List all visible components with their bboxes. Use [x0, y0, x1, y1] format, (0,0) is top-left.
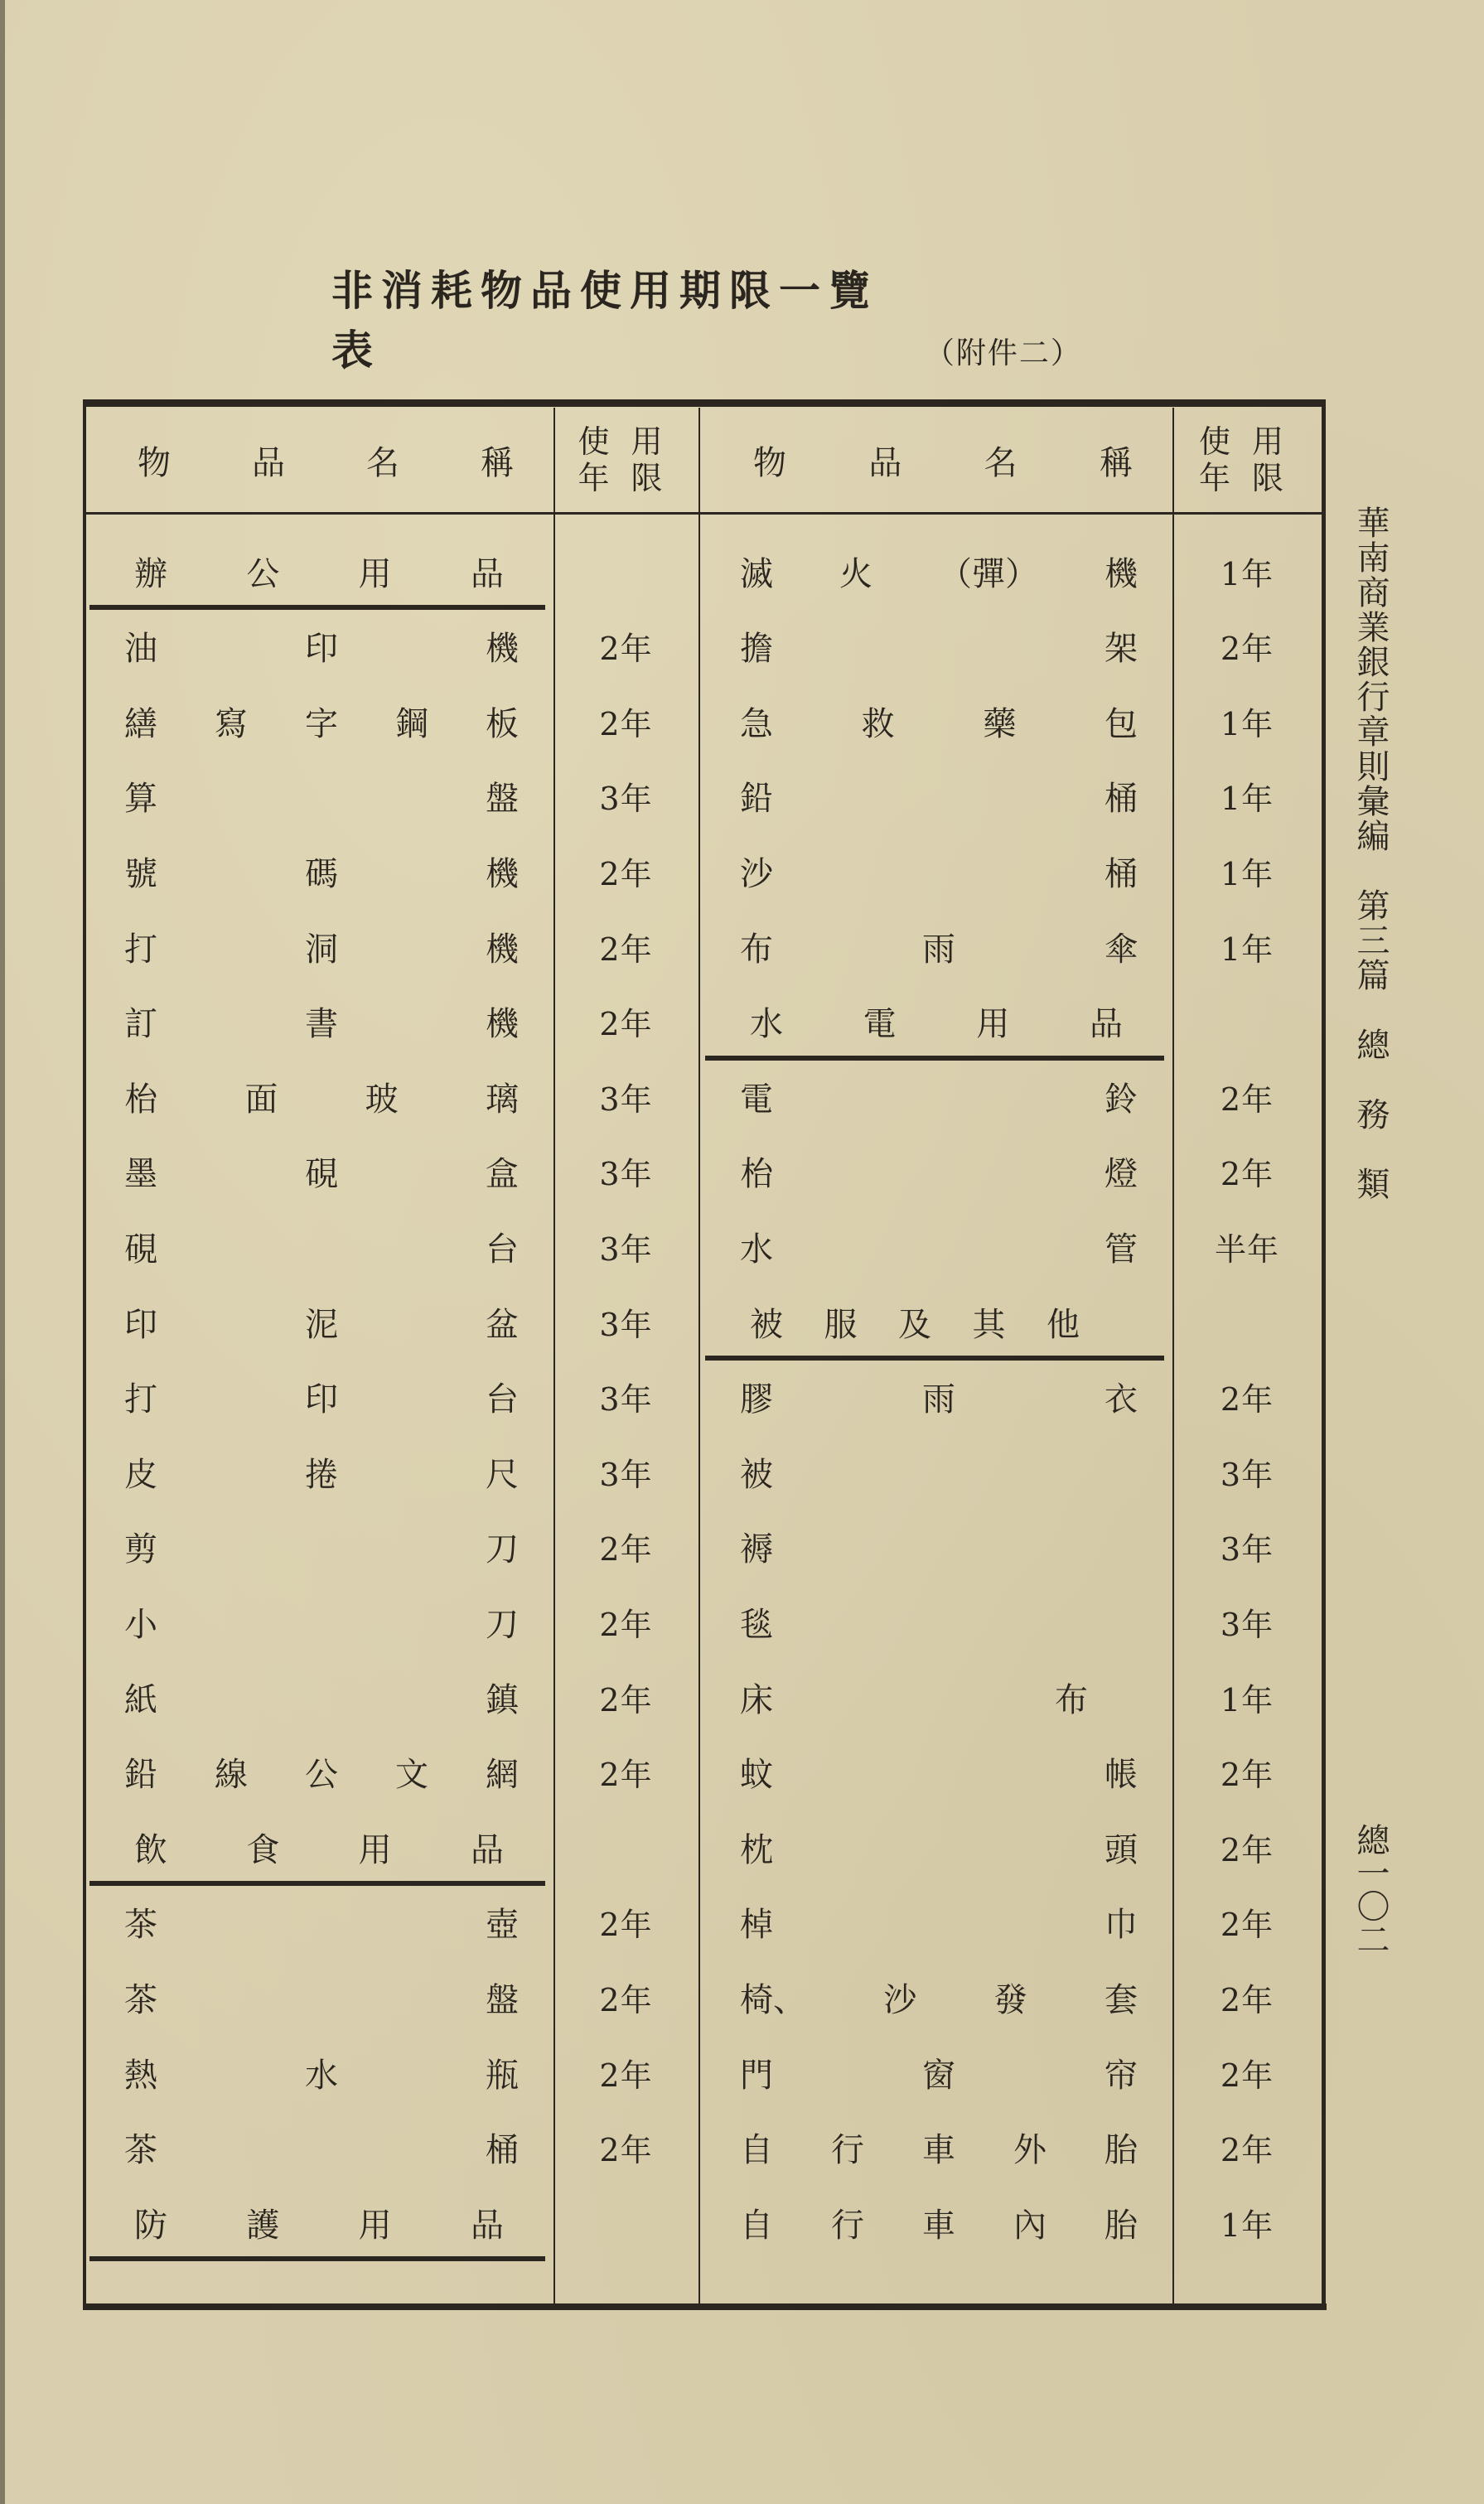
item-char: 印 [305, 1380, 338, 1419]
item-usage-years: 3年 [1220, 1531, 1274, 1569]
item-name [700, 1361, 1171, 1433]
item-char: 膠 [740, 1380, 773, 1419]
category-heading [700, 1286, 1171, 1357]
item-usage-years: 2年 [599, 2132, 653, 2169]
header-divider [83, 512, 1322, 515]
running-header: 華南商業銀行章則彙編 第三篇 總 務 類 [1351, 505, 1390, 1201]
item-usage-years: 2年 [599, 705, 653, 742]
item-name [700, 1961, 1171, 2033]
item-char: 巾 [1105, 1906, 1138, 1945]
item-char: （彈） [939, 554, 1038, 593]
category-char: 其 [972, 1305, 1006, 1344]
item-usage-years: 2年 [1220, 2132, 1274, 2169]
item-char: 衣 [1105, 1380, 1138, 1419]
item-char: 鎮 [486, 1680, 519, 1719]
item-usage-years: 半年 [1214, 1230, 1279, 1268]
item-char: 泥 [305, 1305, 338, 1344]
item-char: 璃 [485, 1080, 519, 1119]
item-char: 印 [305, 630, 338, 669]
item-name [85, 1586, 552, 1657]
item-char: 布 [740, 930, 773, 969]
category-char: 電 [863, 1005, 897, 1044]
item-char: 盒 [486, 1155, 519, 1194]
item-char: 火 [839, 554, 873, 593]
category-char: 及 [898, 1305, 931, 1344]
item-name [85, 1661, 552, 1733]
item-char: 鉛 [124, 1756, 157, 1795]
item-char: 玻 [365, 1080, 399, 1119]
category-heading [700, 986, 1171, 1057]
table-top-border [83, 399, 1322, 407]
category-char: 防 [134, 2206, 167, 2245]
item-usage-years: 2年 [1220, 1831, 1274, 1868]
item-char: 桶 [486, 2131, 519, 2170]
item-char: 救 [861, 704, 895, 743]
category-heading [85, 2187, 552, 2258]
item-name [85, 1737, 552, 1808]
item-name [700, 1061, 1171, 1132]
item-usage-years: 2年 [1220, 1080, 1274, 1118]
category-char: 品 [470, 1830, 504, 1869]
item-char: 碼 [305, 854, 338, 893]
item-char: 打 [124, 930, 157, 969]
item-usage-years: 3年 [599, 1080, 653, 1118]
item-char: 桶 [1105, 780, 1138, 819]
item-char: 發 [993, 1980, 1027, 2019]
item-char: 書 [305, 1005, 338, 1044]
item-char: 捲 [305, 1455, 338, 1494]
item-char: 床 [740, 1680, 773, 1719]
item-usage-years: 3年 [599, 1456, 653, 1493]
item-usage-years: 2年 [1220, 2057, 1274, 2094]
item-char: 盆 [486, 1305, 519, 1344]
item-char: 架 [1105, 630, 1138, 669]
item-char: 棹 [740, 1906, 773, 1945]
item-usage-years: 1年 [1220, 855, 1274, 892]
item-char: 帳 [1105, 1756, 1138, 1795]
item-usage-years: 3年 [599, 1156, 653, 1193]
header-char: 名 [984, 443, 1018, 482]
item-char: 小 [124, 1605, 157, 1644]
header-item-name-right [698, 408, 1172, 512]
item-name [85, 685, 552, 757]
item-char: 機 [486, 630, 519, 669]
item-char: 帘 [1105, 2056, 1138, 2095]
header-char: 品 [252, 443, 285, 482]
item-name [85, 761, 552, 832]
item-usage-years: 2年 [599, 931, 653, 968]
item-char: 面 [244, 1080, 278, 1119]
item-char: 號 [124, 854, 157, 893]
header-usage-years-left [553, 408, 698, 512]
item-usage-years: 2年 [1220, 1381, 1274, 1419]
item-char: 機 [1105, 554, 1138, 593]
item-name [700, 1661, 1171, 1733]
item-char: 機 [486, 854, 519, 893]
item-char: 硯 [124, 1230, 157, 1269]
item-name [700, 1136, 1171, 1207]
table-bottom-border [83, 2303, 1327, 2310]
item-name [700, 2037, 1171, 2108]
item-usage-years: 3年 [599, 1230, 653, 1268]
category-char: 飲 [134, 1830, 167, 1869]
item-char: 枱 [740, 1155, 773, 1194]
item-usage-years: 3年 [1220, 1456, 1274, 1493]
item-char: 胎 [1105, 2131, 1138, 2170]
item-name [700, 761, 1171, 832]
item-char: 線 [215, 1756, 248, 1795]
category-char: 公 [246, 554, 280, 593]
item-name [700, 535, 1171, 607]
item-name [85, 1136, 552, 1207]
item-usage-years: 1年 [1220, 705, 1274, 742]
item-usage-years: 2年 [1220, 1907, 1274, 1944]
item-usage-years: 2年 [599, 2057, 653, 2094]
category-char: 品 [1089, 1005, 1123, 1044]
item-usage-years: 2年 [599, 855, 653, 892]
item-char: 自 [740, 2131, 773, 2170]
category-char: 用 [358, 1830, 392, 1869]
item-usage-years: 2年 [599, 1907, 653, 1944]
item-usage-years: 2年 [599, 1681, 653, 1718]
item-char: 壺 [486, 1906, 519, 1945]
item-name [700, 1737, 1171, 1808]
item-char: 機 [486, 1005, 519, 1044]
header-char: 物 [753, 443, 786, 482]
item-char: 盤 [486, 1980, 519, 2019]
category-char: 品 [470, 2206, 504, 2245]
item-name [85, 1436, 552, 1507]
category-char: 他 [1047, 1305, 1080, 1344]
item-usage-years: 1年 [1220, 1681, 1274, 1718]
item-char: 管 [1105, 1230, 1138, 1269]
category-char: 用 [358, 554, 392, 593]
item-char: 網 [486, 1756, 519, 1795]
item-name [85, 835, 552, 906]
item-char: 車 [922, 2131, 955, 2170]
item-usage-years: 1年 [1220, 555, 1274, 592]
item-char: 訂 [124, 1005, 157, 1044]
item-char: 文 [395, 1756, 428, 1795]
category-char: 用 [976, 1005, 1010, 1044]
page-edge-shadow [0, 0, 5, 2504]
item-name [85, 1887, 552, 1958]
category-char: 被 [750, 1305, 783, 1344]
item-char: 茶 [124, 1906, 157, 1945]
item-name [700, 1811, 1171, 1883]
item-name [85, 611, 552, 682]
item-char: 寫 [215, 704, 248, 743]
item-char: 胎 [1105, 2206, 1138, 2245]
table-right-border [1322, 399, 1326, 2310]
item-name [700, 1511, 1171, 1583]
item-char: 皮 [124, 1455, 157, 1494]
item-usage-years: 2年 [599, 1531, 653, 1569]
item-char: 瓶 [486, 2056, 519, 2095]
item-name [85, 2037, 552, 2108]
item-name [700, 911, 1171, 982]
item-char: 刀 [486, 1530, 519, 1569]
item-char: 沙 [883, 1980, 917, 2019]
item-usage-years: 2年 [1220, 631, 1274, 668]
category-heading [85, 535, 552, 607]
item-usage-years: 1年 [1220, 781, 1274, 818]
item-usage-years: 2年 [599, 631, 653, 668]
item-usage-years: 2年 [599, 1606, 653, 1643]
item-char: 油 [124, 630, 157, 669]
item-char: 墨 [124, 1155, 157, 1194]
item-usage-years: 2年 [1220, 1757, 1274, 1794]
item-usage-years: 2年 [599, 1757, 653, 1794]
item-char: 鉛 [740, 780, 773, 819]
item-name [700, 2187, 1171, 2258]
item-char: 擔 [740, 630, 773, 669]
item-char: 公 [305, 1756, 338, 1795]
item-usage-years: 1年 [1220, 931, 1274, 968]
item-char: 椅、 [740, 1980, 806, 2019]
item-char: 包 [1104, 704, 1138, 743]
item-char: 茶 [124, 1980, 157, 2019]
category-underline [89, 1881, 545, 1886]
item-char: 頭 [1105, 1830, 1138, 1869]
item-name [700, 835, 1171, 906]
item-usage-years: 2年 [599, 1981, 653, 2018]
category-char: 食 [246, 1830, 280, 1869]
item-char: 紙 [124, 1680, 157, 1719]
item-char: 洞 [305, 930, 338, 969]
item-usage-years: 2年 [599, 1006, 653, 1043]
item-char: 滅 [740, 554, 773, 593]
item-char: 布 [1055, 1680, 1088, 1719]
item-char: 水 [305, 2056, 338, 2095]
category-char: 水 [750, 1005, 783, 1044]
item-char: 被 [740, 1455, 773, 1494]
item-char: 茶 [124, 2131, 157, 2170]
item-name [85, 1211, 552, 1282]
item-char: 門 [740, 2056, 773, 2095]
item-name [85, 911, 552, 982]
item-char: 繕 [124, 704, 157, 743]
category-underline [705, 1356, 1164, 1361]
item-char: 沙 [740, 854, 773, 893]
item-char: 外 [1013, 2131, 1047, 2170]
header-char: 名 [366, 443, 399, 482]
item-char: 自 [740, 2206, 773, 2245]
header-years-line1: 使用 [578, 423, 684, 460]
item-char: 雨 [922, 1380, 955, 1419]
item-char: 鋼 [395, 704, 428, 743]
header-usage-years-right [1172, 408, 1322, 512]
header-char: 品 [868, 443, 902, 482]
item-char: 熱 [124, 2056, 157, 2095]
title-attachment-label: （附件二） [924, 336, 1082, 370]
item-char: 雨 [922, 930, 955, 969]
category-char: 品 [470, 554, 504, 593]
item-name [700, 685, 1171, 757]
item-name [700, 1436, 1171, 1507]
item-char: 台 [486, 1380, 519, 1419]
item-char: 燈 [1105, 1155, 1138, 1194]
item-char: 枕 [740, 1830, 773, 1869]
header-char: 稱 [481, 443, 514, 482]
item-usage-years: 3年 [599, 781, 653, 818]
category-char: 護 [246, 2206, 280, 2245]
item-char: 字 [305, 704, 338, 743]
item-char: 急 [740, 704, 773, 743]
item-usage-years: 1年 [1220, 2207, 1274, 2244]
category-underline [89, 2256, 545, 2261]
item-char: 內 [1013, 2206, 1047, 2245]
item-name [85, 1286, 552, 1357]
header-char: 稱 [1099, 443, 1133, 482]
item-char: 窗 [922, 2056, 955, 2095]
header-years-line1: 使用 [1198, 423, 1305, 460]
item-char: 車 [922, 2206, 955, 2245]
category-char: 用 [358, 2206, 392, 2245]
category-underline [705, 1056, 1164, 1061]
item-name [85, 1511, 552, 1583]
item-char: 蚊 [740, 1756, 773, 1795]
item-char: 行 [831, 2131, 864, 2170]
item-name [700, 1211, 1171, 1282]
item-name [85, 1361, 552, 1433]
item-usage-years: 2年 [1220, 1156, 1274, 1193]
header-years-line2: 年限 [578, 460, 684, 496]
category-char: 辦 [134, 554, 167, 593]
item-char: 毯 [740, 1605, 773, 1644]
item-char: 剪 [124, 1530, 157, 1569]
item-name [700, 1887, 1171, 1958]
page-number: 總一〇二 [1351, 1823, 1390, 1955]
item-usage-years: 3年 [1220, 1606, 1274, 1643]
item-char: 水 [740, 1230, 773, 1269]
item-usage-years: 3年 [599, 1381, 653, 1419]
item-name [700, 611, 1171, 682]
item-usage-years: 2年 [1220, 1981, 1274, 2018]
item-char: 硯 [305, 1155, 338, 1194]
item-usage-years: 3年 [599, 1306, 653, 1343]
item-char: 藥 [983, 704, 1017, 743]
item-char: 機 [486, 930, 519, 969]
category-underline [89, 605, 545, 610]
header-item-name-left [83, 408, 553, 512]
item-char: 板 [486, 704, 519, 743]
item-char: 桶 [1105, 854, 1138, 893]
item-char: 尺 [486, 1455, 519, 1494]
item-char: 打 [124, 1380, 157, 1419]
item-char: 褥 [740, 1530, 773, 1569]
item-name [700, 2112, 1171, 2183]
category-char: 服 [824, 1305, 858, 1344]
item-char: 刀 [486, 1605, 519, 1644]
item-name [700, 1586, 1171, 1657]
item-char: 枱 [124, 1080, 157, 1119]
header-char: 物 [138, 443, 171, 482]
item-char: 傘 [1105, 930, 1138, 969]
header-years-line2: 年限 [1198, 460, 1305, 496]
title-main: 非消耗物品使用期限一覽表 [331, 266, 878, 375]
item-char: 盤 [486, 780, 519, 819]
item-name [85, 1961, 552, 2033]
item-char: 印 [124, 1305, 157, 1344]
item-char: 套 [1104, 1980, 1138, 2019]
item-name [85, 2112, 552, 2183]
item-char: 算 [124, 780, 157, 819]
item-char: 鈴 [1105, 1080, 1138, 1119]
item-char: 行 [831, 2206, 864, 2245]
item-name [85, 986, 552, 1057]
category-heading [85, 1811, 552, 1883]
item-char: 電 [740, 1080, 773, 1119]
table-title [331, 266, 1082, 377]
item-char: 台 [486, 1230, 519, 1269]
item-name [85, 1061, 552, 1132]
